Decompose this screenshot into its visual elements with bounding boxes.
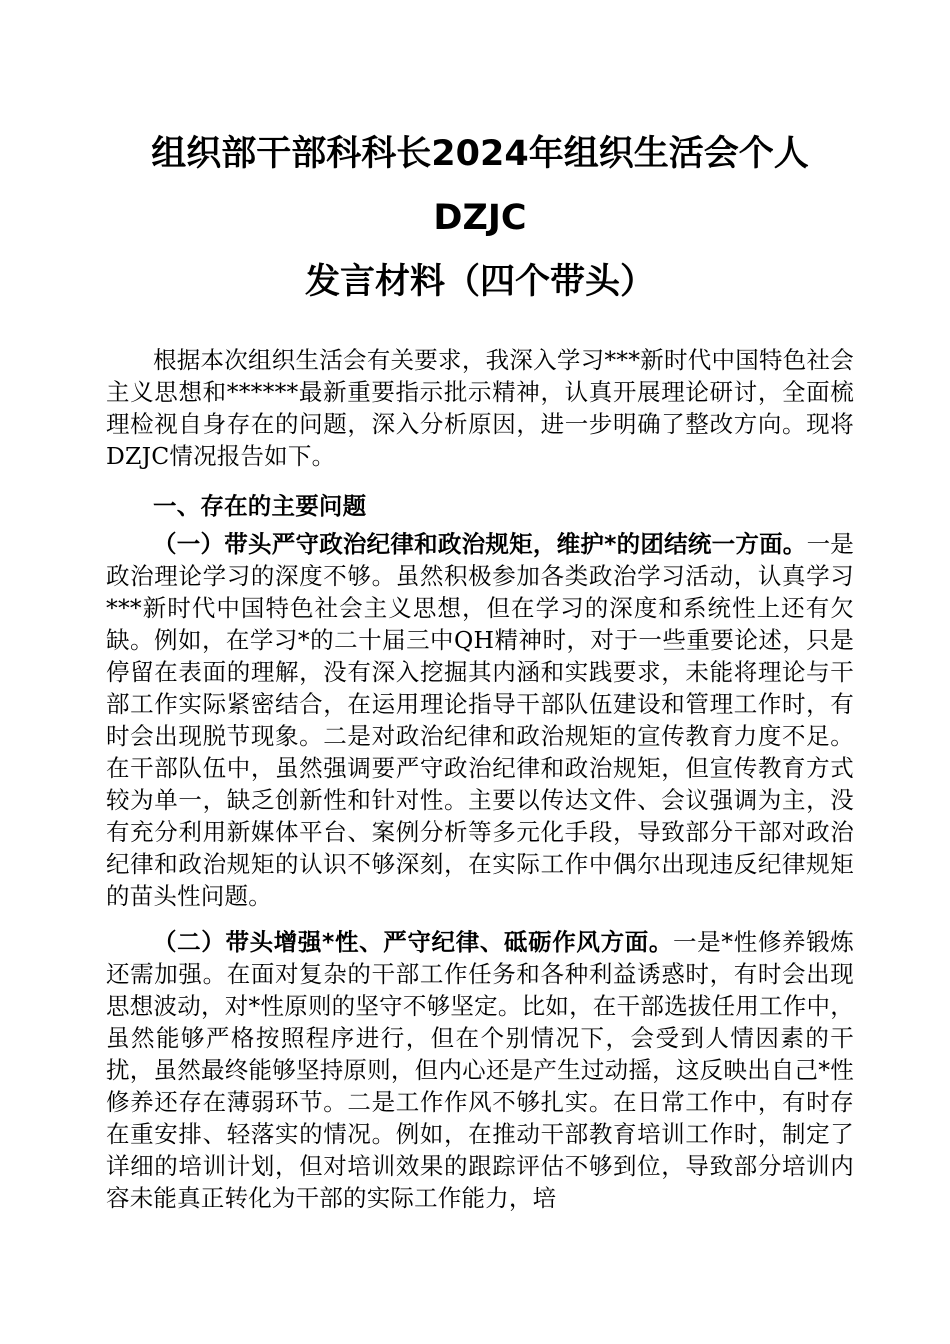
problem-item-1-text: 一是政治理论学习的深度不够。虽然积极参加各类政治学习活动，认真学习***新时代中国特色社会主义思想，但在学习的深度和系统性上还有欠缺。例如，在学习*的二十届三中QH精神时，对于一些重要论述，只是停留在表面的理解，没有深入挖掘其内涵和实践要求，未能将理论与干部工作实际紧密结合，在运用理论指导干部队伍建设和管理工作时，有时会出现脱节现象。二是对政治纪律和政治规矩的宣传教育力度不足。在干部队伍中，虽然强调要严守政治纪律和政治规矩，但宣传教育方式较为单一，缺乏创新性和针对性。主要以传达文件、会议强调为主，没有充分利用新媒体平台、案例分析等多元化手段，导致部分干部对政治纪律和政治规矩的认识不够深刻，在实际工作中偶尔出现违反纪律规矩的苗头性问题。 [106, 530, 855, 910]
problem-item-1 [106, 528, 854, 912]
section-heading-problems: 一、存在的主要问题 [153, 492, 367, 520]
problem-item-1-lead: （一）带头严守政治纪律和政治规矩，维护*的团结统一方面。 [153, 530, 807, 558]
intro-paragraph: 根据本次组织生活会有关要求，我深入学习***新时代中国特色社会主义思想和******最新重要指示批示精神，认真开展理论研讨，全面梳理检视自身存在的问题，深入分析原因，进一步明确了整改方向。现将DZJC情况报告如下。 [106, 346, 854, 470]
problem-item-2-lead: （二）带头增强*性、严守纪律、砥砺作风方面。 [153, 928, 674, 956]
problem-item-2 [106, 926, 854, 1214]
document-body [106, 344, 854, 1214]
title-line-1: 组织部干部科科长2024年组织生活会个人DZJC [151, 134, 809, 238]
document-title [106, 122, 854, 314]
problem-item-2-text: 一是*性修养锻炼还需加强。在面对复杂的干部工作任务和各种利益诱惑时，有时会出现思想波动，对*性原则的坚守不够坚定。比如，在干部选拔任用工作中，虽然能够严格按照程序进行，但在个别情况下，会受到人情因素的干扰，虽然最终能够坚持原则，但内心还是产生过动摇，这反映出自己*性修养还存在薄弱环节。二是工作作风不够扎实。在日常工作中，有时存在重安排、轻落实的情况。例如，在推动干部教育培训工作时，制定了详细的培训计划，但对培训效果的跟踪评估不够到位，导致部分培训内容未能真正转化为干部的实际工作能力，培 [106, 928, 854, 1212]
title-line-2: 发言材料（四个带头） [304, 262, 655, 302]
document-page [106, 122, 854, 1214]
